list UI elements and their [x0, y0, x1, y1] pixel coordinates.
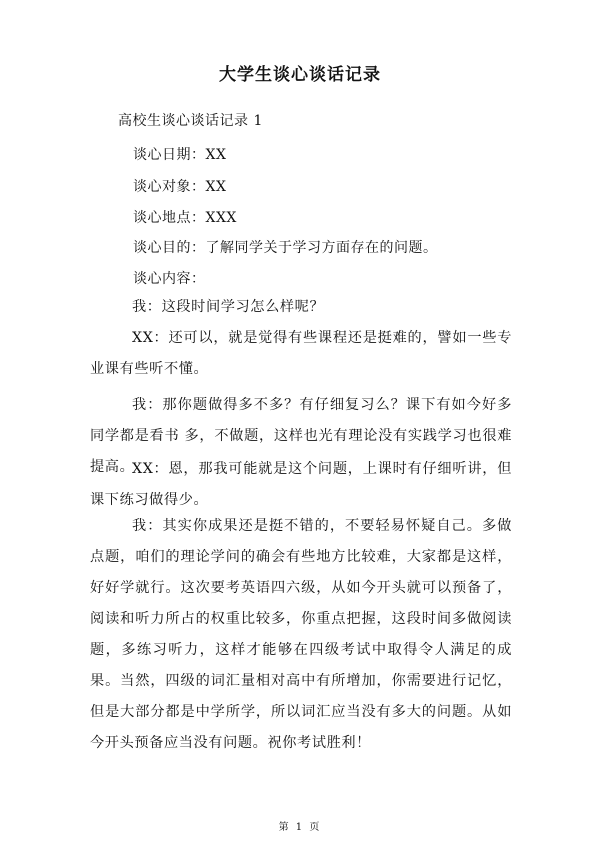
paragraph-3: 我：那你题做得多不多？有仔细复习么？课下有如今好多同学都是看书 多，不做题，这样也光有理论没有实践学习也很难提高。 [90, 397, 512, 475]
paragraph-2: XX：还可以，就是觉得有些课程还是挺难的，譬如一些专业课有些听不懂。 [90, 330, 512, 377]
page-title: 大学生谈心谈话记录 [219, 65, 381, 85]
meta-content-label: 谈心内容： [133, 271, 206, 287]
paragraph-5: 我：其实你成果还是挺不错的，不要轻易怀疑自己。多做点题，咱们的理论学问的确会有些地方比较难，大家都是这样， 好好学就行。这次要考英语四六级，从如今开头就可以预备了，阅读和听力所占的权重比较多，你重点把握，这段时间多做阅读题，多练习听力，这样才能够在四级考试中取得令人满足的成果。当然，四级的词汇量相对高中有所增加，你需要进行记忆，但是大部分都是中学所学，所以词汇应当没有多大的问题。从如今开头预备应当没有问题。祝你考试胜利！ [90, 518, 512, 751]
page-footer: 第 1 页 [278, 822, 322, 833]
paragraph-4: XX：恩，那我可能就是这个问题，上课时有仔细听讲，但课下练习做得少。 [90, 461, 512, 508]
meta-target: 谈心对象：XX [133, 179, 227, 195]
meta-place: 谈心地点：XXX [133, 210, 237, 226]
meta-date: 谈心日期：XX [133, 147, 227, 163]
meta-purpose: 谈心目的：了解同学关于学习方面存在的问题。 [133, 240, 438, 256]
record-subtitle: 高校生谈心谈话记录 1 [118, 113, 263, 129]
paragraph-1: 我：这段时间学习怎么样呢？ [132, 299, 325, 315]
